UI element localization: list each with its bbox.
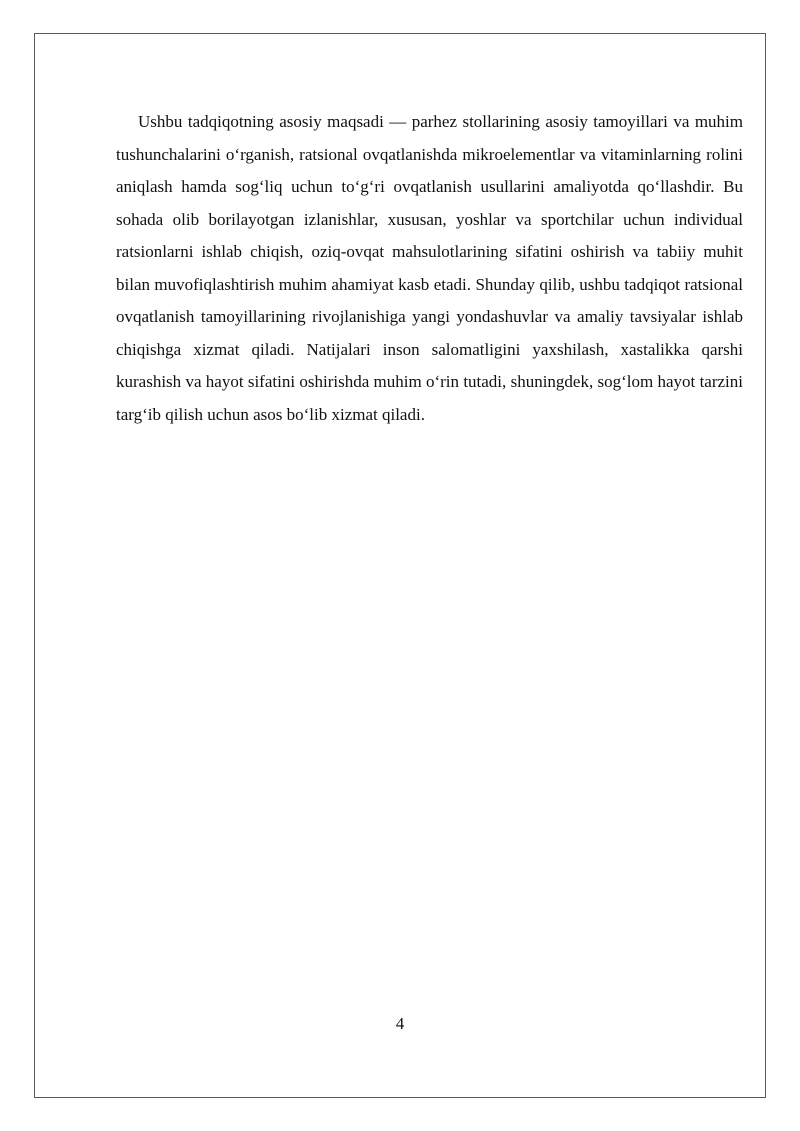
- page-number: 4: [395, 1014, 405, 1033]
- document-page: [34, 33, 766, 1098]
- body-paragraph: Ushbu tadqiqotning asosiy maqsadi — parhez stollarining asosiy tamoyillari va muhim tushunchalarini o‘rganish, ratsional ovqatlanishda mikroelementlar va vitaminlarning rolini aniqlash hamda sog‘liq uchun to‘g‘ri ovqatlanish usullarini amaliyotda qo‘llashdir. Bu sohada olib borilayotgan izlanishlar, xususan, yoshlar va sportchilar uchun individual ratsionlarni ishlab chiqish, oziq-ovqat mahsulotlarining sifatini oshirish va tabiiy muhit bilan muvofiqlashtirish muhim ahamiyat kasb etadi. Shunday qilib, ushbu tadqiqot ratsional ovqatlanish tamoyillarining rivojlanishiga yangi yondashuvlar va amaliy tavsiyalar ishlab chiqishga xizmat qiladi. Natijalari inson salomatligini yaxshilash, xastalikka qarshi kurashish va hayot sifatini oshirishda muhim o‘rin tutadi, shuningdek, sog‘lom hayot tarzini targ‘ib qilish uchun asos bo‘lib xizmat qiladi.: [116, 112, 743, 424]
